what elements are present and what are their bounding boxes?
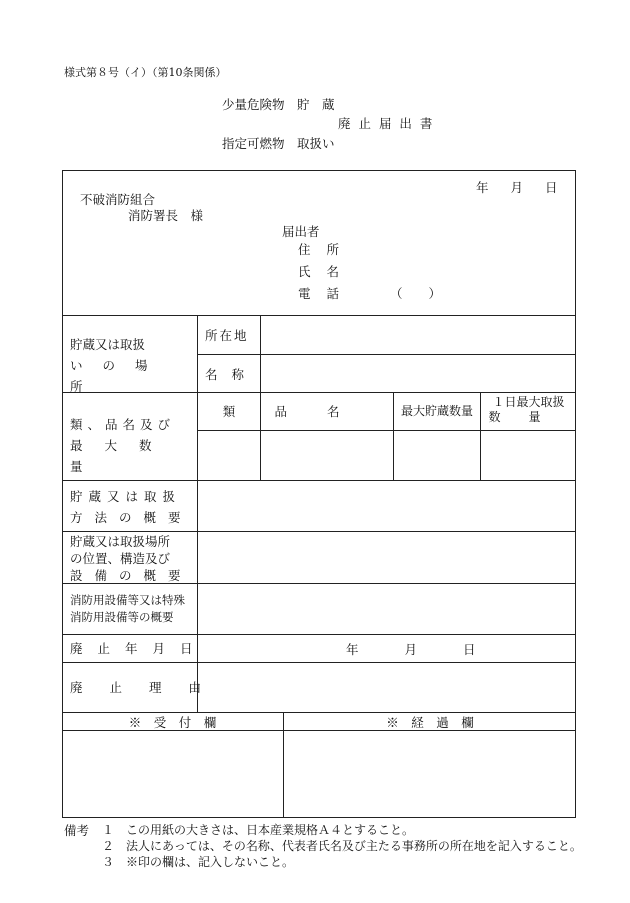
submitter-label: 届出者: [282, 224, 320, 239]
name-label: 氏 名: [298, 264, 345, 279]
col-daily-max-header: [481, 395, 576, 425]
location-input[interactable]: [262, 317, 574, 353]
address-label: 住 所: [298, 242, 345, 257]
notes-heading: 備考: [64, 823, 90, 838]
facility-label: [70, 533, 194, 584]
row-divider: [62, 315, 576, 316]
abolition-reason-input[interactable]: [199, 664, 574, 711]
max-storage-input[interactable]: [395, 432, 479, 479]
phone-parentheses[interactable]: （ ）: [390, 286, 441, 301]
items-label-line1: 類、品名及び: [70, 417, 176, 432]
phone-label: 電 話: [298, 286, 345, 301]
class-input[interactable]: [199, 432, 259, 479]
note-item: ３ ※印の欄は、記入しないこと。: [102, 855, 295, 869]
method-label: [70, 486, 194, 528]
daily-max-input[interactable]: [482, 432, 574, 479]
place-name-input[interactable]: [262, 356, 574, 391]
row-divider: [62, 662, 576, 663]
facility-input[interactable]: [199, 533, 574, 582]
items-label: [70, 414, 188, 477]
reception-column-header: ※ 受 付 欄: [128, 715, 217, 730]
column-divider: [260, 315, 261, 480]
facility-label-line1: 貯蔵又は取扱場所: [70, 534, 171, 549]
title-line-1: 少量危険物 貯 蔵: [222, 97, 335, 112]
method-input[interactable]: [199, 482, 574, 530]
method-label-line1: 貯蔵又は取扱: [70, 489, 182, 504]
note-item: １ この用紙の大きさは、日本産業規格Ａ４とすること。: [102, 823, 415, 837]
abolition-reason-label: 廃止理由: [70, 680, 229, 695]
location-label: 所在地: [205, 328, 249, 343]
col-daily-max-line1: １日最大取扱: [492, 395, 565, 409]
place-label-line1: 貯蔵又は取扱: [70, 337, 146, 352]
facility-label-line2: の位置、構造及び: [70, 551, 171, 566]
form-number: 様式第８号（イ）（第10条関係）: [64, 66, 227, 79]
items-label-line2: 最大数量: [70, 438, 174, 474]
note-item: ２ 法人にあっては、その名称、代表者氏名及び主たる事務所の所在地を記入すること。: [102, 839, 582, 853]
fire-equipment-label-line1: 消防用設備等又は特殊: [70, 593, 185, 607]
place-label: [70, 334, 188, 397]
abolition-date-label: 廃止年月日: [70, 641, 208, 656]
addressee: 消防署長 様: [128, 208, 204, 223]
row-divider: [62, 634, 576, 635]
addressee-org: 不破消防組合: [80, 192, 156, 207]
col-item-header: 品名: [274, 404, 380, 419]
row-divider: [197, 354, 576, 355]
row-divider: [197, 430, 576, 431]
method-label-line2: 方法の概要: [70, 510, 193, 525]
progress-column-header: ※ 経 過 欄: [386, 715, 474, 730]
col-max-storage-header: 最大貯蔵数量: [400, 404, 473, 418]
abolition-date-field[interactable]: 年 月 日: [346, 642, 476, 657]
fire-equipment-label-line2: 消防用設備等の概要: [70, 610, 174, 624]
title-line-2: 廃 止 届 出 書: [338, 116, 435, 131]
row-divider: [62, 531, 576, 532]
fire-equipment-label: [70, 592, 194, 626]
date-field[interactable]: 年 月 日: [476, 180, 558, 195]
fire-equipment-input[interactable]: [199, 585, 574, 633]
row-divider: [62, 480, 576, 481]
col-class-header: 類: [222, 404, 236, 419]
facility-label-line3: 設備の概要: [70, 568, 193, 583]
title-line-3: 指定可燃物 取扱い: [222, 136, 335, 151]
item-input[interactable]: [262, 432, 392, 479]
col-daily-max-line2: 数量: [488, 410, 569, 424]
place-label-line2: いの場所: [70, 358, 168, 394]
name-row-label: 名称: [205, 367, 259, 382]
